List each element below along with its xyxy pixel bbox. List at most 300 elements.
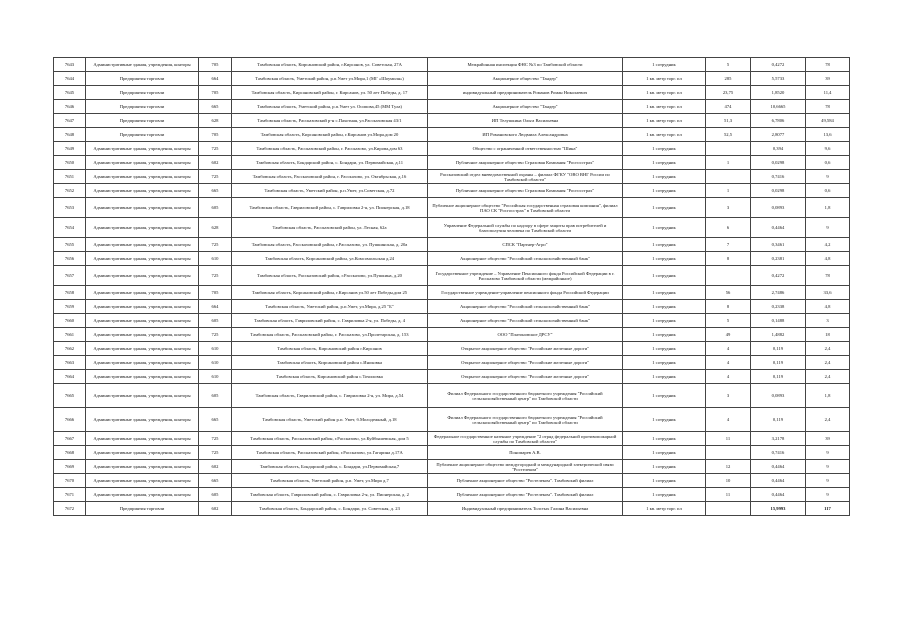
cell-district-code: 610: [199, 342, 232, 356]
cell-organization: ИП Романовского Людмила Александровна: [428, 128, 623, 142]
cell-object-type: Административные здания, учреждения, конторы: [86, 408, 199, 432]
cell-address: Тамбовская область, Уметский район, р.п.Умет, ул.Советская, д.72: [232, 184, 428, 198]
table-row: [54, 342, 850, 356]
table-row: [54, 460, 850, 474]
table-row: [54, 128, 850, 142]
cell-district-code: 610: [199, 356, 232, 370]
cell-address: Тамбовская область, Кирсановский район, г. Кирсанов, ул. 50 лет Победы, д. 17: [232, 86, 428, 100]
cell-quantity: 52,5: [706, 128, 751, 142]
cell-organization: Публичное акционерное общество междугородной и международной электрической связи "Ростелеком": [428, 460, 623, 474]
cell-district-code: 705: [199, 286, 232, 300]
cell-district-code: 628: [199, 218, 232, 238]
table-row: [54, 156, 850, 170]
cell-unit: 1 сотрудник: [623, 314, 706, 328]
cell-volume: 2,4: [806, 356, 850, 370]
cell-record-number: 7672: [54, 502, 86, 516]
cell-organization: Акционерное общество "Тандер": [428, 100, 623, 114]
cell-organization: Публичное акционерное общество "Российская государственная страховая компания", филиал ПАО СК "Росгосстрах" в Тамбовской области: [428, 198, 623, 218]
cell-address: Тамбовская область, Рассказовский район, г.Рассказово, ул.Куйбышевская, дом 5: [232, 432, 428, 446]
cell-quantity: 285: [706, 72, 751, 86]
cell-object-type: Административные здания, учреждения, конторы: [86, 156, 199, 170]
cell-quantity: [706, 142, 751, 156]
cell-quantity: 4: [706, 342, 751, 356]
cell-quantity: 7: [706, 238, 751, 252]
cell-volume: 78: [806, 100, 850, 114]
cell-district-code: 664: [199, 72, 232, 86]
cell-address: Тамбовская область, Кирсановский район г.Кирсанов: [232, 342, 428, 356]
cell-organization: Акционерное общество "Российский сельскохозяйственный банк": [428, 252, 623, 266]
cell-record-number: 7643: [54, 58, 86, 72]
cell-address: Тамбовская область, Кирсановский район, г.Кирсанов, ул. Советская, 27А: [232, 58, 428, 72]
cell-unit: 1 кв. метр торг. пл: [623, 72, 706, 86]
cell-object-type: Административные здания, учреждения, конторы: [86, 286, 199, 300]
cell-record-number: 7650: [54, 156, 86, 170]
cell-record-number: 7654: [54, 218, 86, 238]
cell-norm: 0,119: [751, 342, 806, 356]
table-row: [54, 488, 850, 502]
cell-quantity: 23,75: [706, 86, 751, 100]
cell-unit: 1 сотрудник: [623, 460, 706, 474]
cell-volume: 49,584: [806, 114, 850, 128]
cell-address: Тамбовская область, Рассказовский район, ул. Лесная, 62а: [232, 218, 428, 238]
table-row: [54, 266, 850, 286]
cell-district-code: 602: [199, 502, 232, 516]
cell-object-type: Предприятия торговли: [86, 502, 199, 516]
cell-norm: 0,0298: [751, 156, 806, 170]
cell-address: Тамбовская область, Гавриловский район, с. Гавриловка 2-я, ул. Мира, д.54: [232, 384, 428, 408]
cell-norm: 10,6665: [751, 100, 806, 114]
table-row: [54, 142, 850, 156]
cell-organization: Публичное акционерное общество Страховая Компания "Росгосстрах": [428, 156, 623, 170]
cell-unit: 1 сотрудник: [623, 356, 706, 370]
cell-quantity: [706, 502, 751, 516]
cell-address: Тамбовская область, Рассказовский р-н с.Пахотная, ул.Рассказовская 43/1: [232, 114, 428, 128]
cell-organization: Государственное учреждение – Управление Пенсионного фонда Российской Федерации в г. Рассказово Тамбовской области (межрайонное): [428, 266, 623, 286]
cell-object-type: Административные здания, учреждения, конторы: [86, 142, 199, 156]
cell-norm: 0,3461: [751, 238, 806, 252]
cell-district-code: 605: [199, 314, 232, 328]
cell-organization: Общество с ограниченной ответственностью "Шина": [428, 142, 623, 156]
cell-norm: 0,4464: [751, 488, 806, 502]
table-row: [54, 72, 850, 86]
cell-norm: 0,7416: [751, 446, 806, 460]
cell-address: Тамбовская область, Кирсановский район, ул.Комсомольская д.24: [232, 252, 428, 266]
cell-address: Тамбовская область, Уметский район, р.п.Умет ул.Мира,1 (МГ «Шоумиля»): [232, 72, 428, 86]
cell-volume: 9,6: [806, 142, 850, 156]
cell-object-type: Административные здания, учреждения, конторы: [86, 170, 199, 184]
cell-norm: 0,4464: [751, 218, 806, 238]
cell-unit: 1 сотрудник: [623, 488, 706, 502]
cell-quantity: 3: [706, 384, 751, 408]
cell-object-type: Административные здания, учреждения, конторы: [86, 238, 199, 252]
cell-quantity: 8: [706, 300, 751, 314]
cell-object-type: Административные здания, учреждения, конторы: [86, 184, 199, 198]
cell-volume: 9: [806, 474, 850, 488]
cell-record-number: 7646: [54, 100, 86, 114]
cell-object-type: Административные здания, учреждения, конторы: [86, 370, 199, 384]
cell-organization: Филиал Федерального государственного бюджетного учреждения "Российский сельскохозяйственный центр" по Тамбовской области: [428, 408, 623, 432]
cell-address: Тамбовская область, Рассказовский район, г. Рассказово, ул.Кирова,дом 63: [232, 142, 428, 156]
cell-quantity: 3: [706, 198, 751, 218]
table-row: [54, 432, 850, 446]
cell-norm: 0,119: [751, 370, 806, 384]
cell-volume: 39: [806, 72, 850, 86]
cell-unit: 1 сотрудник: [623, 238, 706, 252]
cell-district-code: 725: [199, 432, 232, 446]
cell-organization: Публичное акционерное общество "Ростелеком". Тамбовский филиал: [428, 474, 623, 488]
cell-volume: 2,4: [806, 408, 850, 432]
cell-district-code: 605: [199, 488, 232, 502]
cell-district-code: 628: [199, 114, 232, 128]
cell-unit: 1 сотрудник: [623, 370, 706, 384]
cell-organization: СПСК "Партнер-Агро": [428, 238, 623, 252]
cell-norm: 2,8077: [751, 128, 806, 142]
cell-object-type: Административные здания, учреждения, конторы: [86, 488, 199, 502]
cell-organization: Федеральное государственное казенное учреждение "2 отряд федеральной противопожарной службы по Тамбовской области": [428, 432, 623, 446]
cell-norm: 0,7416: [751, 170, 806, 184]
cell-object-type: Административные здания, учреждения, конторы: [86, 342, 199, 356]
cell-address: Тамбовская область, Рассказовский район, г. Рассказово, ул.Пролетарская, д. 153: [232, 328, 428, 342]
cell-record-number: 7645: [54, 86, 86, 100]
cell-record-number: 7667: [54, 432, 86, 446]
cell-district-code: 665: [199, 100, 232, 114]
cell-organization: Акционерное общество "Тандер": [428, 72, 623, 86]
cell-object-type: Административные здания, учреждения, конторы: [86, 198, 199, 218]
table-row: [54, 446, 850, 460]
cell-unit: 1 сотрудник: [623, 432, 706, 446]
cell-object-type: Административные здания, учреждения, конторы: [86, 314, 199, 328]
cell-district-code: 725: [199, 266, 232, 286]
cell-record-number: 7669: [54, 460, 86, 474]
cell-norm: 0,2338: [751, 300, 806, 314]
cell-organization: ООО "Платоновское ДРСУ": [428, 328, 623, 342]
table-row: [54, 100, 850, 114]
cell-district-code: 665: [199, 408, 232, 432]
cell-object-type: Административные здания, учреждения, конторы: [86, 328, 199, 342]
cell-organization: ИП Телушкина Ольга Васильевна: [428, 114, 623, 128]
cell-volume: 2,4: [806, 370, 850, 384]
table-row: [54, 356, 850, 370]
cell-norm: 0,4464: [751, 460, 806, 474]
cell-district-code: 705: [199, 128, 232, 142]
cell-district-code: 705: [199, 58, 232, 72]
cell-unit: 1 сотрудник: [623, 286, 706, 300]
table-row: [54, 184, 850, 198]
cell-district-code: 602: [199, 460, 232, 474]
cell-norm: 0,1488: [751, 314, 806, 328]
table-row: [54, 86, 850, 100]
cell-unit: 1 кв. метр торг. пл: [623, 114, 706, 128]
cell-record-number: 7659: [54, 300, 86, 314]
cell-volume: 78: [806, 58, 850, 72]
cell-object-type: Административные здания, учреждения, конторы: [86, 474, 199, 488]
cell-norm: 0,4272: [751, 266, 806, 286]
cell-record-number: 7651: [54, 170, 86, 184]
cell-unit: 1 сотрудник: [623, 218, 706, 238]
table-row: [54, 370, 850, 384]
cell-record-number: 7644: [54, 72, 86, 86]
cell-norm: 0,394: [751, 142, 806, 156]
cell-volume: 33,6: [806, 286, 850, 300]
cell-norm: 5,5733: [751, 72, 806, 86]
cell-volume: 13,6: [806, 128, 850, 142]
cell-volume: 4,2: [806, 238, 850, 252]
cell-address: Тамбовская область, Уметский район р.п. Умет, б.Молодежный, д.18: [232, 408, 428, 432]
cell-district-code: 664: [199, 300, 232, 314]
cell-district-code: 665: [199, 184, 232, 198]
cell-volume: 2,4: [806, 342, 850, 356]
cell-district-code: 725: [199, 142, 232, 156]
cell-unit: 1 кв. метр торг. пл: [623, 100, 706, 114]
cell-volume: 1,8: [806, 198, 850, 218]
cell-quantity: 1: [706, 156, 751, 170]
cell-norm: 0,2381: [751, 252, 806, 266]
cell-district-code: 665: [199, 474, 232, 488]
cell-volume: 39: [806, 432, 850, 446]
cell-record-number: 7652: [54, 184, 86, 198]
cell-quantity: 49: [706, 328, 751, 342]
cell-unit: 1 сотрудник: [623, 252, 706, 266]
cell-quantity: [706, 266, 751, 286]
cell-organization: Индивидуальный предприниматель Толстых Галина Васильевна: [428, 502, 623, 516]
cell-quantity: 11: [706, 488, 751, 502]
table-row: [54, 286, 850, 300]
cell-record-number: 7660: [54, 314, 86, 328]
table-row: [54, 408, 850, 432]
cell-address: Тамбовская область, Кирсановский район, г.Кирсанов ул.50 лет Победы,дом 25: [232, 286, 428, 300]
cell-record-number: 7663: [54, 356, 86, 370]
cell-norm: 1,4882: [751, 328, 806, 342]
cell-unit: 1 сотрудник: [623, 342, 706, 356]
cell-district-code: 610: [199, 370, 232, 384]
cell-norm: 15,9993: [751, 502, 806, 516]
cell-record-number: 7664: [54, 370, 86, 384]
cell-address: Тамбовская область, Рассказовский район, г. Рассказово, ул. Октябрьская, д.16: [232, 170, 428, 184]
cell-volume: 78: [806, 266, 850, 286]
cell-record-number: 7648: [54, 128, 86, 142]
cell-quantity: 51,3: [706, 114, 751, 128]
cell-volume: 9: [806, 218, 850, 238]
cell-object-type: Предприятия торговли: [86, 128, 199, 142]
table-row: [54, 384, 850, 408]
cell-quantity: 474: [706, 100, 751, 114]
cell-unit: 1 сотрудник: [623, 170, 706, 184]
cell-norm: 0,4272: [751, 58, 806, 72]
cell-volume: 9: [806, 446, 850, 460]
cell-organization: Пономарев А.В.: [428, 446, 623, 460]
cell-quantity: 5: [706, 58, 751, 72]
cell-quantity: 56: [706, 286, 751, 300]
cell-object-type: Административные здания, учреждения, конторы: [86, 266, 199, 286]
cell-volume: 11,4: [806, 86, 850, 100]
cell-record-number: 7653: [54, 198, 86, 218]
cell-object-type: Предприятия торговли: [86, 100, 199, 114]
cell-address: Тамбовская область, Гавриловский район, с. Гавриловка 2-я, ул. Пионерская, д.18: [232, 198, 428, 218]
table-row: [54, 474, 850, 488]
cell-volume: 0,6: [806, 184, 850, 198]
cell-organization: Межрайонная инспекция ФНС №3 по Тамбовской области: [428, 58, 623, 72]
table-row: [54, 198, 850, 218]
cell-norm: 0,0893: [751, 384, 806, 408]
cell-norm: 0,119: [751, 408, 806, 432]
cell-organization: Акционерное общество "Российский сельскохозяйственный банк": [428, 300, 623, 314]
cell-organization: Филиал Федерального государственного бюджетного учреждения "Российский сельскохозяйственный центр" по Тамбовской области: [428, 384, 623, 408]
cell-unit: 1 сотрудник: [623, 408, 706, 432]
cell-object-type: Административные здания, учреждения, конторы: [86, 252, 199, 266]
cell-address: Тамбовская область, Уметский район, р.п.Умет, ул.Мира, д.25 "Б": [232, 300, 428, 314]
cell-unit: 1 сотрудник: [623, 58, 706, 72]
cell-quantity: 11: [706, 432, 751, 446]
cell-object-type: Административные здания, учреждения, конторы: [86, 356, 199, 370]
cell-unit: 1 кв. метр торг. пл: [623, 128, 706, 142]
cell-record-number: 7657: [54, 266, 86, 286]
cell-unit: 1 сотрудник: [623, 328, 706, 342]
cell-address: Тамбовская область, Гавриловский район, с. Гавриловка 2-я, ул. Пионерская, д. 2: [232, 488, 428, 502]
cell-record-number: 7665: [54, 384, 86, 408]
cell-quantity: [706, 446, 751, 460]
cell-unit: 1 сотрудник: [623, 156, 706, 170]
cell-record-number: 7658: [54, 286, 86, 300]
cell-record-number: 7661: [54, 328, 86, 342]
cell-organization: Государственное учреждение-управление пенсионного фонда Российской Федерации: [428, 286, 623, 300]
cell-object-type: Административные здания, учреждения, конторы: [86, 58, 199, 72]
cell-address: Тамбовская область, Бондарский район, с. Бондари, ул. Советская, д. 23: [232, 502, 428, 516]
cell-organization: Открытое акционерное общество "Российские железные дороги": [428, 342, 623, 356]
cell-district-code: 605: [199, 384, 232, 408]
cell-volume: 9: [806, 170, 850, 184]
table-row: [54, 252, 850, 266]
cell-object-type: Предприятия торговли: [86, 114, 199, 128]
table-row: [54, 300, 850, 314]
cell-record-number: 7649: [54, 142, 86, 156]
cell-norm: 0,4464: [751, 474, 806, 488]
cell-address: Тамбовская область, Уметский район, р.п. Умет, ул.Мира д.7: [232, 474, 428, 488]
cell-organization: Управление Федеральной службы по надзору в сфере защиты прав потребителей и благополучия человека по Тамбовской области: [428, 218, 623, 238]
cell-quantity: 10: [706, 474, 751, 488]
cell-quantity: 1: [706, 184, 751, 198]
table-row: [54, 502, 850, 516]
cell-organization: Публичное акционерное общество "Ростелеком". Тамбовский филиал: [428, 488, 623, 502]
cell-quantity: 6: [706, 218, 751, 238]
cell-quantity: [706, 170, 751, 184]
cell-norm: 3,2178: [751, 432, 806, 446]
cell-organization: Рассказовский отдел вневедомственной охраны – филиал ФГКУ "ОВО ВНГ России по Тамбовской области": [428, 170, 623, 184]
table-row: [54, 114, 850, 128]
table-row: [54, 238, 850, 252]
cell-norm: 0,0298: [751, 184, 806, 198]
cell-volume: 0,6: [806, 156, 850, 170]
cell-record-number: 7662: [54, 342, 86, 356]
cell-norm: 6,7806: [751, 114, 806, 128]
cell-district-code: 605: [199, 198, 232, 218]
cell-volume: 18: [806, 328, 850, 342]
cell-volume: 3: [806, 314, 850, 328]
table-row: [54, 218, 850, 238]
cell-district-code: 610: [199, 252, 232, 266]
cell-volume: 1,8: [806, 384, 850, 408]
cell-record-number: 7670: [54, 474, 86, 488]
cell-organization: Публичное акционерное общество Страховая Компания "Росгосстрах": [428, 184, 623, 198]
cell-record-number: 7668: [54, 446, 86, 460]
cell-object-type: Предприятия торговли: [86, 86, 199, 100]
cell-record-number: 7671: [54, 488, 86, 502]
cell-address: Тамбовская область, Уметский район, р.п.Умет ул. Осипова,45 (ММ Тула): [232, 100, 428, 114]
cell-object-type: Административные здания, учреждения, конторы: [86, 300, 199, 314]
cell-unit: 1 сотрудник: [623, 474, 706, 488]
cell-address: Тамбовская область, Бондарский район, с. Бондари, ул.Первомайская,7: [232, 460, 428, 474]
cell-address: Тамбовская область, Кирсановский район с.Точиловка: [232, 370, 428, 384]
cell-unit: 1 сотрудник: [623, 184, 706, 198]
cell-unit: 1 кв. метр торг. пл: [623, 86, 706, 100]
cell-unit: 1 сотрудник: [623, 266, 706, 286]
cell-district-code: 725: [199, 328, 232, 342]
cell-unit: 1 сотрудник: [623, 198, 706, 218]
cell-object-type: Предприятия торговли: [86, 72, 199, 86]
cell-record-number: 7666: [54, 408, 86, 432]
cell-object-type: Административные здания, учреждения, конторы: [86, 446, 199, 460]
cell-object-type: Административные здания, учреждения, конторы: [86, 460, 199, 474]
cell-address: Тамбовская область, Рассказовский район, г.Рассказово, ул. Пушкинская, д. 20а: [232, 238, 428, 252]
cell-norm: 2,7486: [751, 286, 806, 300]
cell-unit: 1 сотрудник: [623, 446, 706, 460]
cell-object-type: Административные здания, учреждения, конторы: [86, 432, 199, 446]
cell-volume: 4,8: [806, 300, 850, 314]
cell-volume: 117: [806, 502, 850, 516]
cell-district-code: 725: [199, 446, 232, 460]
cell-norm: 0,0893: [751, 198, 806, 218]
cell-volume: 9: [806, 460, 850, 474]
cell-norm: 0,119: [751, 356, 806, 370]
waste-register-table: [53, 57, 850, 516]
cell-quantity: 4: [706, 356, 751, 370]
cell-district-code: 725: [199, 238, 232, 252]
cell-address: Тамбовская область, Бондарский район, с. Бондари, ул. Первомайская, д.11: [232, 156, 428, 170]
cell-district-code: 602: [199, 156, 232, 170]
table-row: [54, 328, 850, 342]
cell-quantity: 4: [706, 370, 751, 384]
table-row: [54, 170, 850, 184]
table-body: [54, 58, 850, 516]
cell-organization: Акционерное общество "Российский сельскохозяйственный банк": [428, 314, 623, 328]
cell-quantity: 8: [706, 252, 751, 266]
cell-record-number: 7655: [54, 238, 86, 252]
cell-unit: 1 сотрудник: [623, 384, 706, 408]
cell-organization: индивидуальный предприниматель Романов Роман Николаевич: [428, 86, 623, 100]
cell-quantity: 5: [706, 314, 751, 328]
cell-object-type: Административные здания, учреждения, конторы: [86, 218, 199, 238]
cell-organization: Открытое акционерное общество "Российские железные дороги": [428, 370, 623, 384]
cell-unit: 1 сотрудник: [623, 300, 706, 314]
cell-organization: Открытое акционерное общество "Российские железные дороги": [428, 356, 623, 370]
cell-address: Тамбовская область, Гавриловский район, с. Гавриловка 2-я, ул. Победы, д. 4: [232, 314, 428, 328]
cell-norm: 1,8520: [751, 86, 806, 100]
cell-district-code: 725: [199, 170, 232, 184]
cell-volume: 9: [806, 488, 850, 502]
table-row: [54, 58, 850, 72]
cell-address: Тамбовская область, Кирсановский район с.Иноковка: [232, 356, 428, 370]
cell-district-code: 705: [199, 86, 232, 100]
cell-object-type: Административные здания, учреждения, конторы: [86, 384, 199, 408]
cell-volume: 4,8: [806, 252, 850, 266]
table-row: [54, 314, 850, 328]
cell-record-number: 7656: [54, 252, 86, 266]
cell-address: Тамбовская область, Рассказовский район, г.Рассказово, ул.Гагарина д.17А: [232, 446, 428, 460]
cell-address: Тамбовская область, Рассказовский район, г.Рассказово, ул.Пушкина, д.20: [232, 266, 428, 286]
cell-record-number: 7647: [54, 114, 86, 128]
cell-quantity: 4: [706, 408, 751, 432]
cell-quantity: 12: [706, 460, 751, 474]
cell-address: Тамбовская область, Кирсановский район, г.Кирсанов ул.Мира,дом 20: [232, 128, 428, 142]
